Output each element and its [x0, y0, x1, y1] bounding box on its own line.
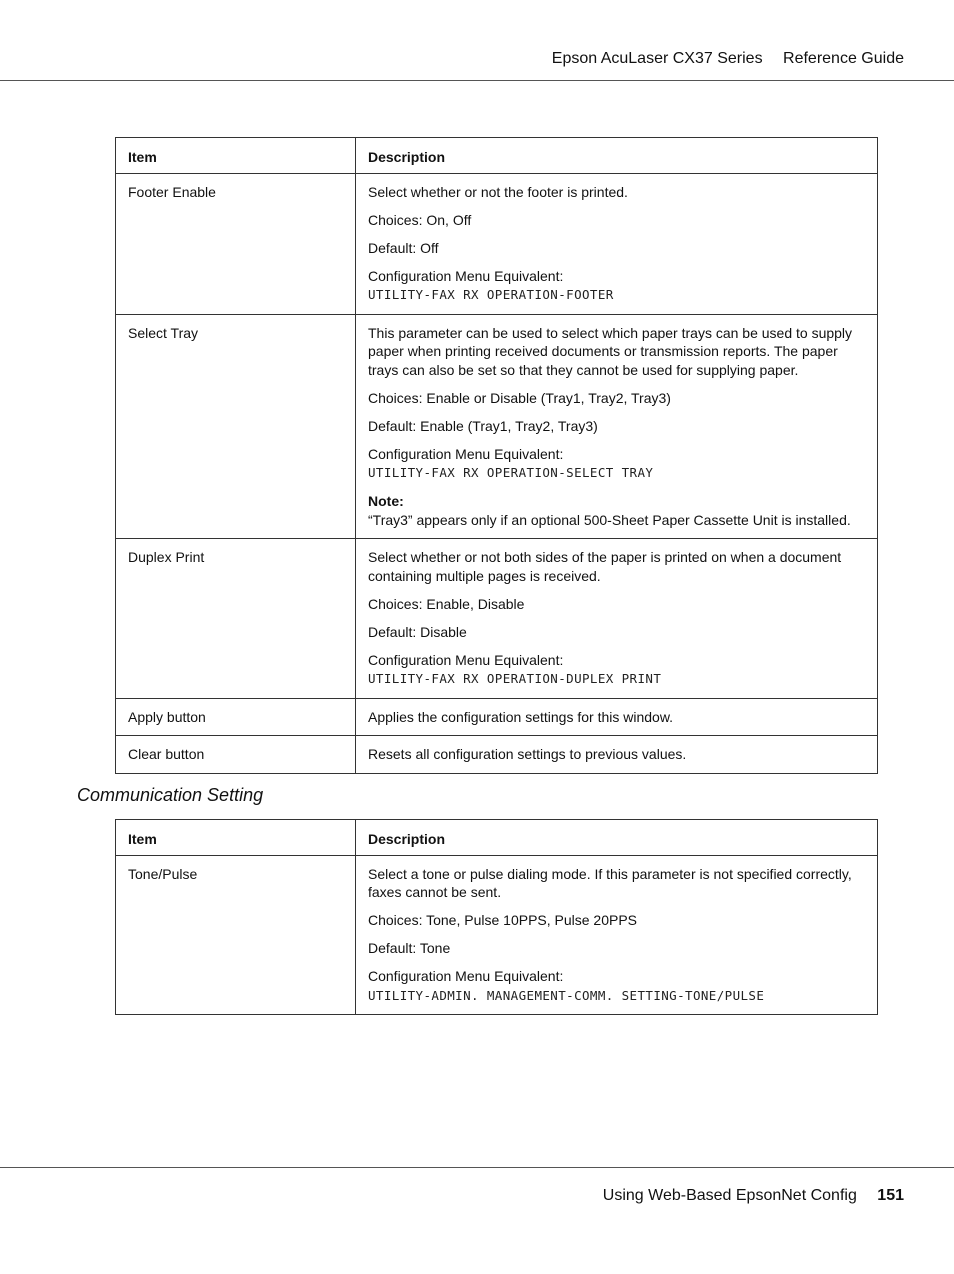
footer-rule [0, 1167, 954, 1168]
choices-text: Choices: Tone, Pulse 10PPS, Pulse 20PPS [368, 912, 638, 928]
item-cell: Duplex Print [116, 539, 356, 699]
column-header-description: Description [356, 820, 878, 856]
header-rule [0, 80, 954, 81]
config-path: UTILITY-ADMIN. MANAGEMENT-COMM. SETTING-TONE/PULSE [368, 987, 765, 1003]
item-cell: Tone/Pulse [116, 855, 356, 1015]
description-cell [356, 539, 878, 699]
description-text: Select whether or not both sides of the paper is printed on when a document containing multiple pages is received. [368, 549, 842, 584]
config-label: Configuration Menu Equivalent: [368, 968, 564, 984]
table-row [116, 173, 878, 314]
column-header-item: Item [116, 138, 356, 174]
description-cell [356, 736, 878, 774]
table-row [116, 855, 878, 1015]
section-title: Communication Setting [77, 785, 264, 805]
choices-text: Choices: Enable, Disable [368, 595, 525, 612]
config-equivalent [368, 267, 865, 305]
config-label: Configuration Menu Equivalent: [368, 651, 564, 668]
item-cell: Footer Enable [116, 173, 356, 314]
table-row [116, 314, 878, 539]
description-cell [356, 173, 878, 314]
item-cell: Clear button [116, 736, 356, 774]
config-equivalent [368, 651, 865, 689]
header-product: Epson AcuLaser CX37 Series [551, 50, 763, 67]
item-cell: Apply button [116, 698, 356, 736]
choices-text: Choices: Enable or Disable (Tray1, Tray2, Tray3) [368, 389, 671, 406]
description-text: Resets all configuration settings to previous values. [368, 746, 687, 762]
default-text: Default: Disable [368, 623, 467, 640]
note-label: Note: [368, 493, 404, 509]
config-label: Configuration Menu Equivalent: [368, 267, 564, 284]
description-text: Select whether or not the footer is printed. [368, 183, 628, 200]
item-cell: Select Tray [116, 314, 356, 539]
note-block [368, 492, 865, 529]
description-cell [356, 855, 878, 1015]
default-text: Default: Enable (Tray1, Tray2, Tray3) [368, 417, 598, 434]
config-label: Configuration Menu Equivalent: [368, 445, 564, 462]
settings-table-fax-rx [115, 137, 878, 774]
default-text: Default: Off [368, 239, 439, 256]
config-equivalent [368, 967, 865, 1005]
column-header-item: Item [116, 820, 356, 856]
note-text: “Tray3” appears only if an optional 500-Sheet Paper Cassette Unit is installed. [368, 511, 851, 528]
description-cell [356, 698, 878, 736]
description-text: This parameter can be used to select which paper trays can be used to supply paper when printing received documents or transmission reports. The paper trays can also be set so that they cannot be used for supplying paper. [368, 324, 853, 378]
description-text: Select a tone or pulse dialing mode. If this parameter is not specified correctly, faxes cannot be sent. [368, 865, 852, 900]
table-row [116, 698, 878, 736]
page-number: 151 [877, 1187, 904, 1204]
default-text: Default: Tone [368, 940, 451, 956]
description-text: Applies the configuration settings for this window. [368, 708, 674, 725]
config-path: UTILITY-FAX RX OPERATION-DUPLEX PRINT [368, 671, 662, 686]
config-path: UTILITY-FAX RX OPERATION-FOOTER [368, 287, 614, 302]
table-header-row [116, 820, 878, 856]
page-header [552, 50, 904, 68]
page-footer [603, 1187, 904, 1205]
column-header-description: Description [356, 138, 878, 174]
table-row [116, 736, 878, 774]
header-guide: Reference Guide [783, 50, 904, 67]
config-path: UTILITY-FAX RX OPERATION-SELECT TRAY [368, 465, 654, 480]
footer-chapter: Using Web-Based EpsonNet Config [602, 1187, 857, 1204]
table-row [116, 539, 878, 699]
table-header-row [116, 138, 878, 174]
description-cell [356, 314, 878, 539]
settings-table-communication [115, 819, 878, 1015]
choices-text: Choices: On, Off [368, 211, 472, 228]
config-equivalent [368, 445, 865, 483]
